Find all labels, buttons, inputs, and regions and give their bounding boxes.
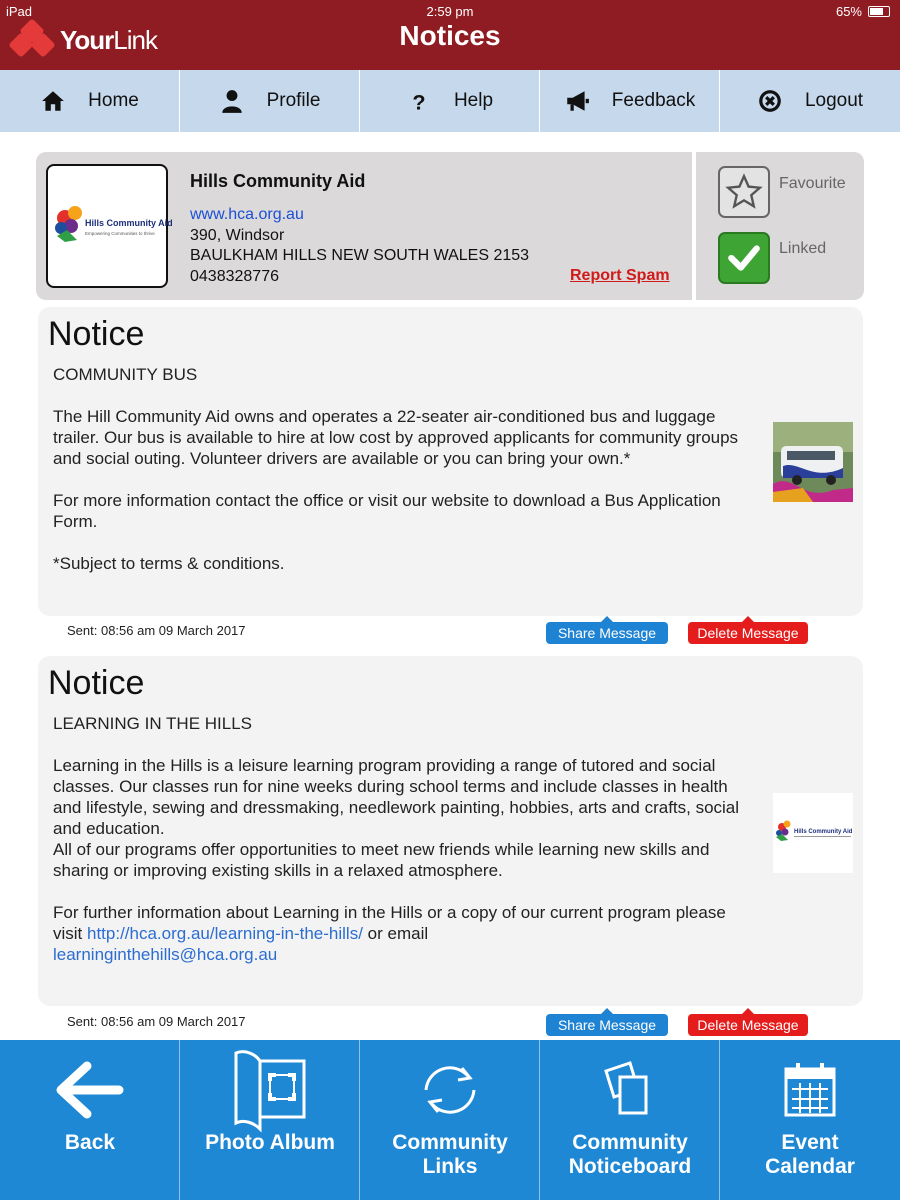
nav-event-calendar-label: Event Calendar xyxy=(765,1131,855,1178)
logo-tagline: Empowering Communities to thrive xyxy=(85,231,155,236)
nav-back[interactable] xyxy=(0,1040,180,1200)
notice-paragraph: *Subject to terms & conditions. xyxy=(53,554,285,573)
linked-label: Linked xyxy=(779,240,827,257)
organisation-details xyxy=(190,205,529,287)
battery-percent: 65% xyxy=(835,4,862,19)
notice-body xyxy=(53,364,753,574)
logo-text: YourLink xyxy=(60,24,157,55)
nav-feedback[interactable] xyxy=(540,70,720,132)
notice-subject: LEARNING IN THE HILLS xyxy=(53,714,253,733)
nav-logout-label: Logout xyxy=(804,90,864,111)
organisation-card xyxy=(36,152,864,300)
nav-help[interactable] xyxy=(360,70,540,132)
nav-profile[interactable] xyxy=(180,70,360,132)
nav-event-calendar[interactable] xyxy=(720,1040,900,1200)
delete-message-button[interactable]: Delete Message xyxy=(688,622,808,644)
favourite-button[interactable] xyxy=(718,166,770,218)
sent-timestamp: Sent: 08:56 am 09 March 2017 xyxy=(67,1014,246,1029)
sent-timestamp: Sent: 08:56 am 09 March 2017 xyxy=(67,623,246,638)
notice-thumbnail[interactable] xyxy=(773,422,853,502)
notice-paragraph: For more information contact the office or visit our website to download a Bus Application Form. xyxy=(53,491,721,531)
profile-icon xyxy=(219,88,245,114)
home-icon xyxy=(40,88,66,114)
check-icon xyxy=(725,239,763,277)
favourite-label: Favourite xyxy=(779,175,846,192)
organisation-address-line2: BAULKHAM HILLS NEW SOUTH WALES 2153 xyxy=(190,247,530,264)
organisation-phone[interactable]: 0438328776 xyxy=(190,267,279,285)
logo-org-name: Hills Community Aid xyxy=(85,218,173,228)
nav-photo-album[interactable] xyxy=(180,1040,360,1200)
status-right xyxy=(836,4,890,19)
organisation-name: Hills Community Aid xyxy=(190,171,366,191)
linked-checkbox[interactable] xyxy=(718,232,770,284)
device-label: iPad xyxy=(6,4,33,19)
notice-paragraph: The Hill Community Aid owns and operates a 22-seater air-conditioned bus and luggage trailer. Our bus is available to hire at low cost by approved applicants for community groups and social outing. Volunteer drivers are available or you can bring your own.* xyxy=(53,407,739,468)
photo-album-icon xyxy=(180,1050,360,1130)
nav-logout[interactable] xyxy=(720,70,900,132)
notice-card xyxy=(38,307,863,616)
notice-paragraph: For further information about Learning in the Hills or a copy of our current program please visit http://hca.org.au/learning-in-the-hills/ or email learninginthehills@hca.org.au xyxy=(53,903,726,964)
page-title: Notices xyxy=(399,20,501,51)
nav-community-noticeboard-label: Community Noticeboard xyxy=(568,1131,692,1178)
nav-community-noticeboard[interactable] xyxy=(540,1040,720,1200)
notice-body xyxy=(53,713,753,965)
app-header xyxy=(0,0,900,70)
nav-community-links[interactable] xyxy=(360,1040,540,1200)
nav-home-label: Home xyxy=(88,90,139,111)
clock: 2:59 pm xyxy=(426,4,474,19)
nav-photo-album-label: Photo Album xyxy=(205,1131,335,1154)
notice-link[interactable]: http://hca.org.au/learning-in-the-hills/ xyxy=(87,924,363,943)
notice-paragraph: All of our programs offer opportunities to meet new friends while learning new skills and sharing or improving existing skills in a relaxed atmosphere. xyxy=(53,840,710,880)
bottom-nav xyxy=(0,1040,900,1200)
notice-thumbnail[interactable] xyxy=(773,793,853,873)
notice-email-link[interactable]: learninginthehills@hca.org.au xyxy=(53,945,278,964)
back-arrow-icon xyxy=(0,1050,180,1130)
notice-heading: Notice xyxy=(48,664,145,702)
star-icon xyxy=(725,173,763,211)
notice-paragraph: Learning in the Hills is a leisure learning program providing a range of tutored and social classes. Our classes run for nine weeks during school terms and include classes in health and lifestyle, sewing and dressmaking, needlework painting, hobbies, arts and crafts, social and education. xyxy=(53,756,740,838)
nav-profile-label: Profile xyxy=(266,90,321,111)
card-divider xyxy=(692,152,696,300)
logout-icon xyxy=(757,88,783,114)
nav-help-label: Help xyxy=(453,90,494,111)
calendar-icon xyxy=(720,1050,900,1130)
nav-back-label: Back xyxy=(64,1131,116,1154)
nav-home[interactable] xyxy=(0,70,180,132)
organisation-website[interactable]: www.hca.org.au xyxy=(190,206,304,223)
help-icon xyxy=(406,88,432,114)
thumb-org-name: Hills Community Aid xyxy=(794,829,853,835)
noticeboard-icon xyxy=(540,1050,720,1130)
report-spam-link[interactable]: Report Spam xyxy=(570,267,670,284)
notice-heading: Notice xyxy=(48,315,145,353)
organisation-address-line1: 390, Windsor xyxy=(190,226,285,244)
svg-text:?: ? xyxy=(412,89,426,115)
megaphone-icon xyxy=(564,88,590,114)
nav-community-links-label: Community Links xyxy=(392,1131,508,1178)
organisation-logo xyxy=(46,164,173,288)
notice-subject: COMMUNITY BUS xyxy=(53,365,198,384)
share-message-button[interactable]: Share Message xyxy=(546,1014,668,1036)
notice-card xyxy=(38,656,863,1006)
delete-message-button[interactable]: Delete Message xyxy=(688,1014,808,1036)
nav-feedback-label: Feedback xyxy=(611,90,696,111)
refresh-links-icon xyxy=(360,1050,540,1130)
share-message-button[interactable]: Share Message xyxy=(546,622,668,644)
battery-icon xyxy=(868,6,890,17)
top-nav xyxy=(0,70,900,132)
